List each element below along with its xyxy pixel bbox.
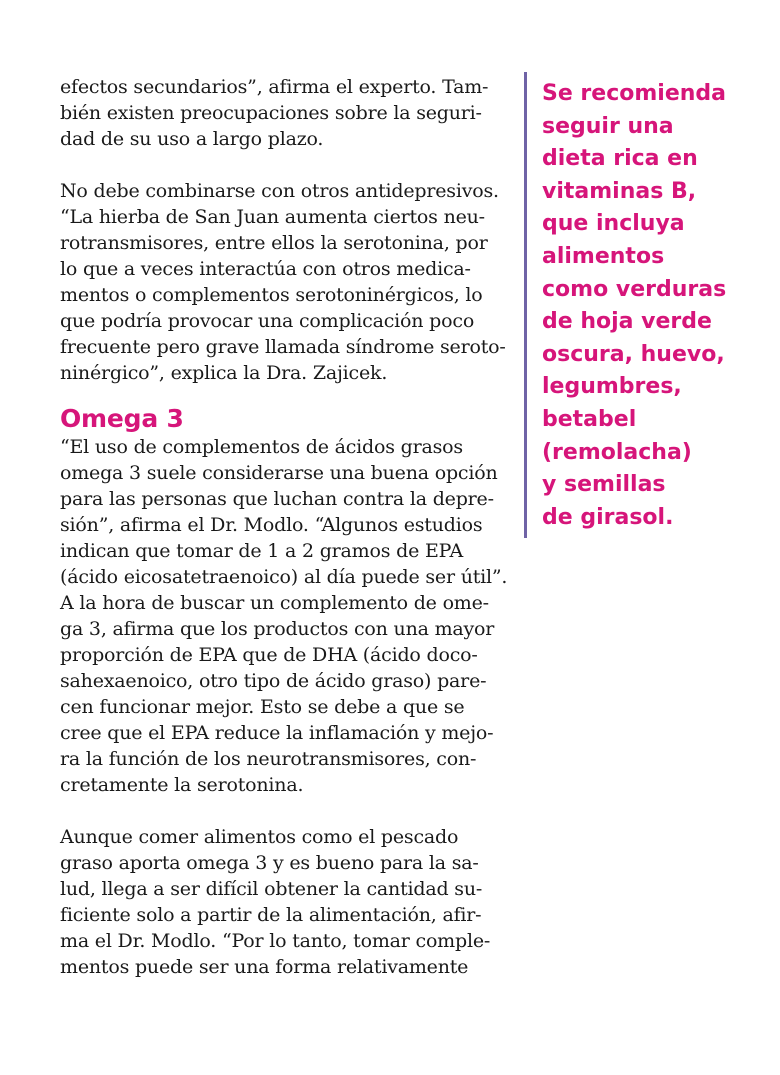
text-line: ninérgico”, explica la Dra. Zajicek. xyxy=(60,362,388,384)
pull-quote-line: dieta rica en xyxy=(542,146,698,172)
text-line: rotransmisores, entre ellos la serotonina, por xyxy=(60,232,488,254)
text-line: lo que a veces interactúa con otros medica- xyxy=(60,258,471,280)
text-line: No debe combinarse con otros antidepresivos. xyxy=(60,180,499,202)
pull-quote-line: como verduras xyxy=(542,276,727,302)
text-line: que podría provocar una complicación poco xyxy=(60,310,475,332)
pull-quote-line: legumbres, xyxy=(542,374,682,400)
paragraph-drug-interactions xyxy=(60,178,506,386)
text-line: “El uso de complementos de ácidos grasos xyxy=(60,436,463,458)
text-line: ra la función de los neurotransmisores, con- xyxy=(60,748,477,770)
text-line: proporción de EPA que de DHA (ácido doco- xyxy=(60,644,478,666)
text-line: bién existen preocupaciones sobre la seguri- xyxy=(60,102,482,124)
pull-quote-line: (remolacha) xyxy=(542,439,692,465)
pull-quote-line: seguir una xyxy=(542,113,674,139)
text-line: cretamente la serotonina. xyxy=(60,774,304,796)
pull-quote-divider xyxy=(524,72,527,538)
pull-quote-line: betabel xyxy=(542,406,637,432)
text-line: (ácido eicosatetraenoico) al día puede ser útil”. xyxy=(60,566,508,588)
text-line: sión”, afirma el Dr. Modlo. “Algunos estudios xyxy=(60,514,483,536)
pull-quote xyxy=(542,78,774,534)
text-line: efectos secundarios”, afirma el experto. Tam- xyxy=(60,76,489,98)
pull-quote-line: de hoja verde xyxy=(542,309,712,335)
text-line: mentos puede ser una forma relativamente xyxy=(60,956,469,978)
pull-quote-line: y semillas xyxy=(542,472,666,498)
text-line: graso aporta omega 3 y es bueno para la sa- xyxy=(60,852,479,874)
text-line: frecuente pero grave llamada síndrome seroto- xyxy=(60,336,506,358)
text-line: ficiente solo a partir de la alimentación, afir- xyxy=(60,904,482,926)
pull-quote-line: vitaminas B, xyxy=(542,178,697,204)
text-line: mentos o complementos serotoninérgicos, lo xyxy=(60,284,483,306)
text-line: cree que el EPA reduce la inflamación y mejo- xyxy=(60,722,494,744)
paragraph-side-effects xyxy=(60,74,502,152)
text-line: cen funcionar mejor. Esto se debe a que se xyxy=(60,696,465,718)
pull-quote-line: oscura, huevo, xyxy=(542,341,725,367)
text-line: ga 3, afirma que los productos con una mayor xyxy=(60,618,495,640)
text-line: omega 3 suele considerarse una buena opción xyxy=(60,462,498,484)
section-heading-omega-3: Omega 3 xyxy=(60,404,184,433)
text-line: para las personas que luchan contra la depre- xyxy=(60,488,494,510)
text-line: “La hierba de San Juan aumenta ciertos neu- xyxy=(60,206,485,228)
paragraph-omega-3-supplements xyxy=(60,434,508,798)
text-line: sahexaenoico, otro tipo de ácido graso) pare- xyxy=(60,670,487,692)
text-line: Aunque comer alimentos como el pescado xyxy=(60,826,459,848)
text-line: lud, llega a ser difícil obtener la cantidad su- xyxy=(60,878,483,900)
text-line: dad de su uso a largo plazo. xyxy=(60,128,324,150)
pull-quote-line: de girasol. xyxy=(542,504,674,530)
paragraph-fish-diet xyxy=(60,824,502,980)
text-line: indican que tomar de 1 a 2 gramos de EPA xyxy=(60,540,463,562)
pull-quote-line: alimentos xyxy=(542,243,665,269)
pull-quote-line: Se recomienda xyxy=(542,81,726,106)
text-line: ma el Dr. Modlo. “Por lo tanto, tomar comple- xyxy=(60,930,491,952)
article-main-column xyxy=(60,74,508,980)
text-line: A la hora de buscar un complemento de ome- xyxy=(60,592,489,614)
pull-quote-line: que incluya xyxy=(542,211,685,237)
